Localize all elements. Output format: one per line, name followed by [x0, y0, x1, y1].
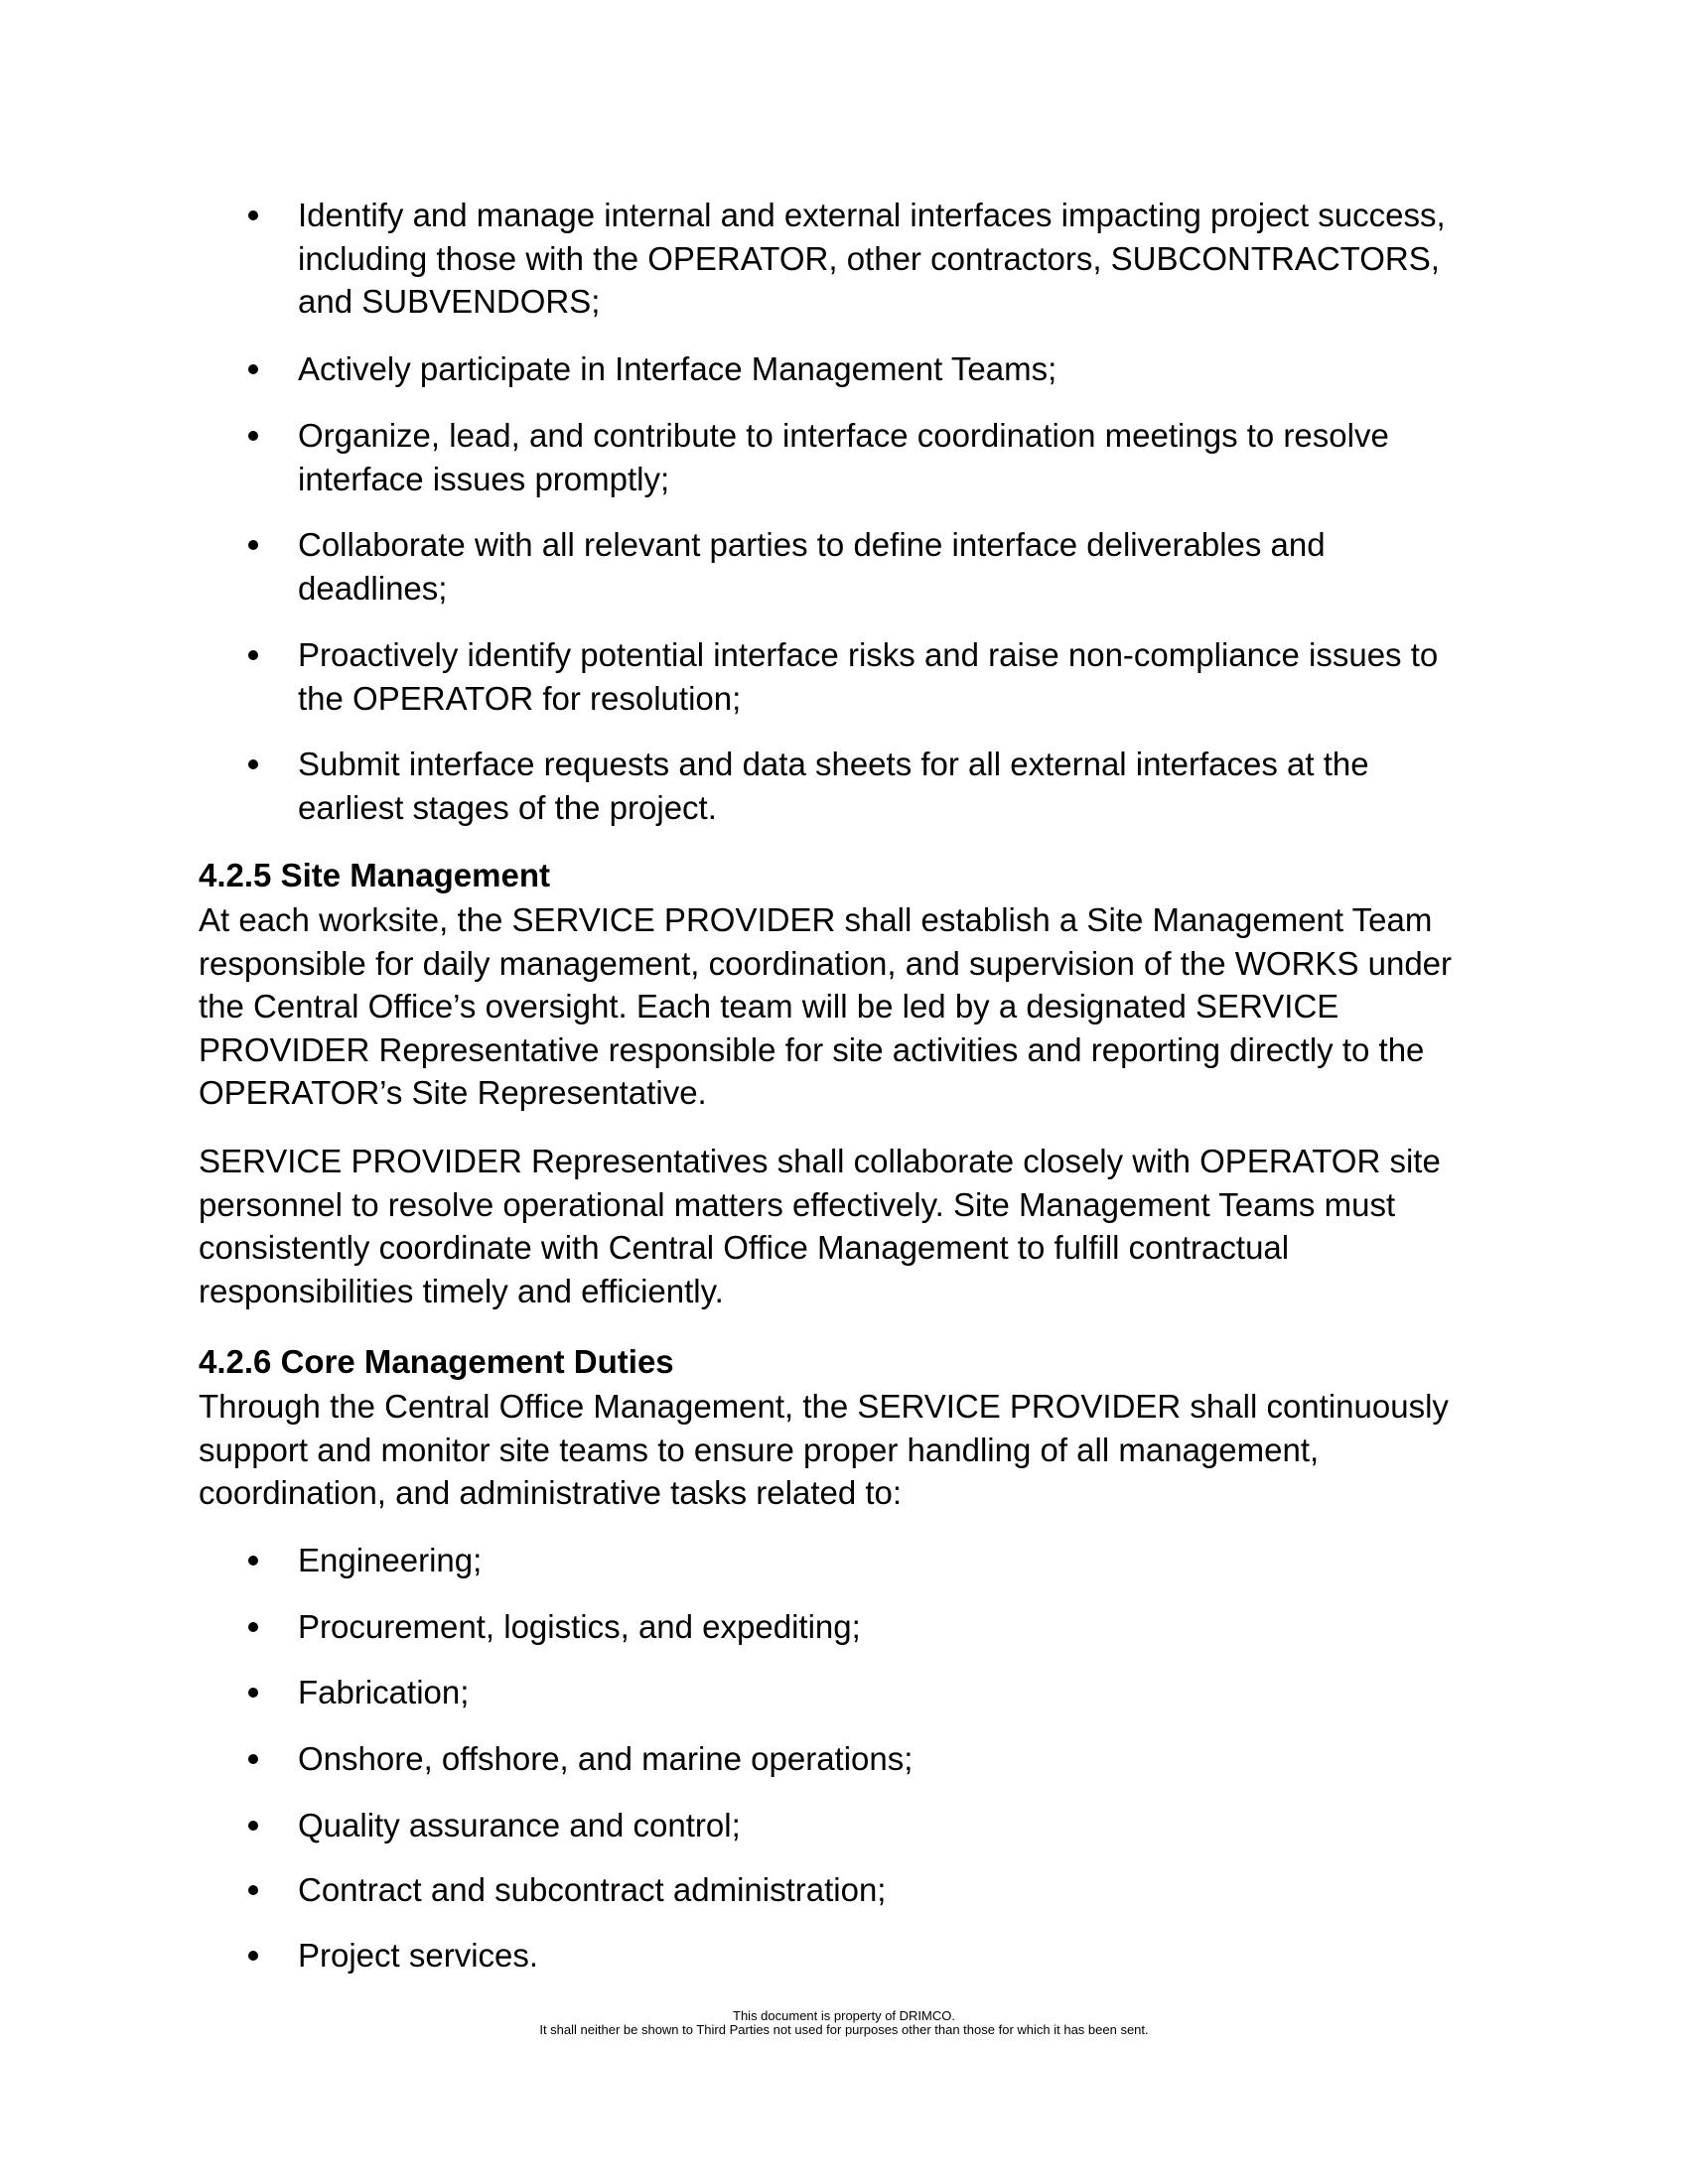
- footer-confidentiality-notice: It shall neither be shown to Third Parties not used for purposes other than those for which it has been sent.: [539, 2022, 1149, 2037]
- duty-text: Quality assurance and control;: [298, 1807, 741, 1843]
- paragraph-line: responsible for daily management, coordination, and supervision of the WORKS under: [199, 944, 1453, 982]
- duty-text: Fabrication;: [298, 1674, 470, 1710]
- duty-list-item: [298, 1804, 1470, 1847]
- list-item-text: and SUBVENDORS;: [298, 283, 601, 320]
- duty-text: Contract and subcontract administration;: [298, 1871, 887, 1908]
- list-item-text: Organize, lead, and contribute to interface coordination meetings to resolve: [298, 417, 1389, 454]
- list-item-text: Collaborate with all relevant parties to define interface deliverables and: [298, 526, 1326, 563]
- paragraph-line: Through the Central Office Management, the SERVICE PROVIDER shall continuously: [199, 1388, 1449, 1425]
- duty-text: Procurement, logistics, and expediting;: [298, 1608, 861, 1645]
- paragraph-site-management-2: [199, 1140, 1475, 1312]
- list-item-text: earliest stages of the project.: [298, 788, 717, 826]
- page-footer: [0, 2009, 1688, 2037]
- list-item-text: Actively participate in Interface Management Teams;: [298, 350, 1057, 387]
- duty-list-item: [298, 1605, 1470, 1649]
- duty-text: Onshore, offshore, and marine operations;: [298, 1740, 914, 1777]
- duty-list-item: [298, 1737, 1470, 1781]
- bullet-icon: [248, 1622, 258, 1632]
- list-item: [298, 347, 1470, 391]
- duty-text: Project services.: [298, 1937, 539, 1974]
- bullet-icon: [248, 1951, 258, 1961]
- list-item: [298, 633, 1470, 720]
- paragraph-line: responsibilities timely and efficiently.: [199, 1272, 724, 1309]
- list-item-text: including those with the OPERATOR, other contractors, SUBCONTRACTORS,: [298, 239, 1440, 277]
- bullet-icon: [248, 650, 258, 660]
- paragraph-line: consistently coordinate with Central Office Management to fulfill contractual: [199, 1229, 1290, 1266]
- list-item-text: deadlines;: [298, 569, 448, 607]
- list-item: [298, 743, 1470, 829]
- list-item-text: Submit interface requests and data sheets for all external interfaces at the: [298, 746, 1369, 782]
- section-heading-core-management-duties: 4.2.6 Core Management Duties: [199, 1343, 674, 1380]
- paragraph-line: At each worksite, the SERVICE PROVIDER shall establish a Site Management Team: [199, 901, 1433, 938]
- paragraph-line: coordination, and administrative tasks related to:: [199, 1474, 903, 1511]
- list-item: [298, 194, 1470, 324]
- list-item-text: the OPERATOR for resolution;: [298, 679, 742, 717]
- paragraph-line: SERVICE PROVIDER Representatives shall collaborate closely with OPERATOR site: [199, 1143, 1441, 1179]
- paragraph-site-management-1: [199, 898, 1475, 1115]
- paragraph-line: OPERATOR’s Site Representative.: [199, 1074, 707, 1111]
- list-item-text: Proactively identify potential interface risks and raise non-compliance issues to: [298, 636, 1439, 673]
- bullet-icon: [248, 431, 258, 441]
- list-item: [298, 414, 1470, 500]
- bullet-icon: [248, 1688, 258, 1698]
- bullet-icon: [248, 1885, 258, 1895]
- duty-list-item: [298, 1934, 1470, 1978]
- duty-list-item: [298, 1539, 1470, 1582]
- bullet-icon: [248, 1754, 258, 1764]
- duty-list-item: [298, 1671, 1470, 1714]
- list-item-text: interface issues promptly;: [298, 460, 670, 497]
- footer-ownership-notice: This document is property of DRIMCO.: [733, 2008, 955, 2023]
- paragraph-line: support and monitor site teams to ensure proper handling of all management,: [199, 1431, 1320, 1468]
- paragraph-line: PROVIDER Representative responsible for site activities and reporting directly to the: [199, 1030, 1425, 1068]
- bullet-icon: [248, 1821, 258, 1831]
- bullet-icon: [248, 364, 258, 374]
- paragraph-line: the Central Office’s oversight. Each team will be led by a designated SERVICE: [199, 988, 1339, 1024]
- bullet-icon: [248, 1556, 258, 1566]
- list-item-text: Identify and manage internal and external interfaces impacting project success,: [298, 197, 1446, 233]
- paragraph-line: personnel to resolve operational matters effectively. Site Management Teams must: [199, 1185, 1396, 1223]
- bullet-icon: [248, 540, 258, 550]
- bullet-icon: [248, 759, 258, 769]
- bullet-icon: [248, 210, 258, 220]
- paragraph-core-management: [199, 1385, 1475, 1515]
- duty-text: Engineering;: [298, 1542, 483, 1578]
- list-item: [298, 523, 1470, 610]
- section-heading-site-management: 4.2.5 Site Management: [199, 857, 550, 893]
- duty-list-item: [298, 1868, 1470, 1912]
